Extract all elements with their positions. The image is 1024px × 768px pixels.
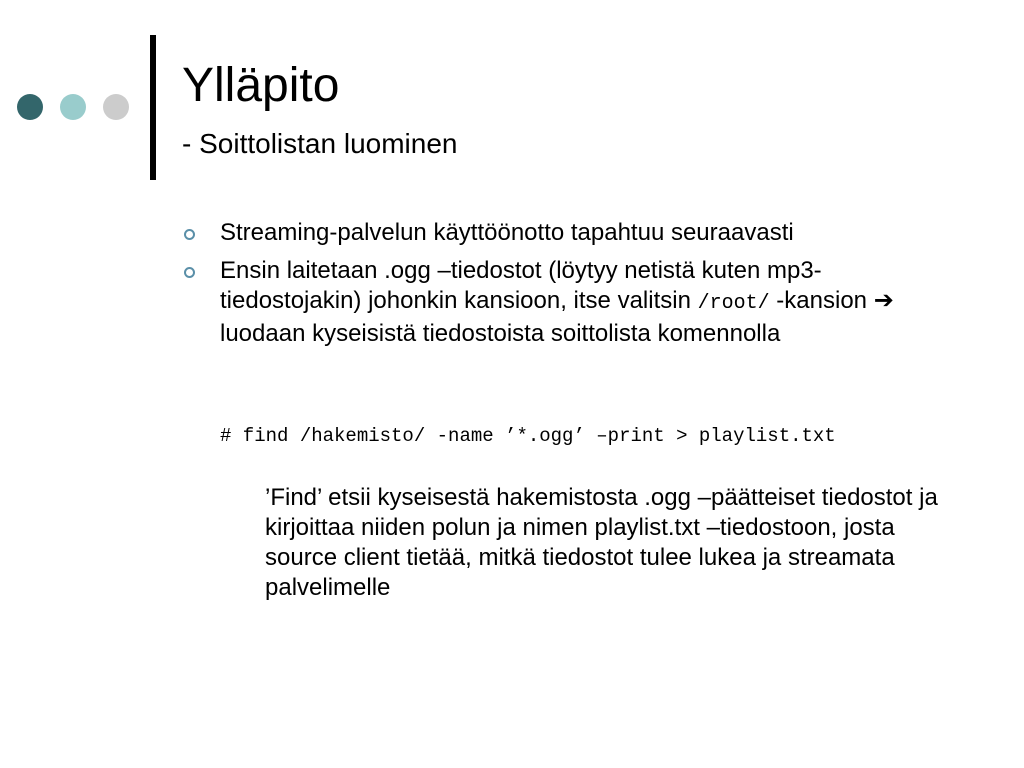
bullet-text-part: luodaan kyseisistä tiedostoista soittolista komennolla: [220, 320, 781, 347]
directory-path: /root/: [697, 292, 770, 315]
bullet-circle-icon: [184, 267, 195, 278]
bullet-circle-icon: [184, 229, 195, 240]
bullet-text-part: Ensin laitetaan .ogg –tiedostot (löytyy netistä kuten mp3-tiedostojakin) johonkin kansioon, itse valitsin: [220, 257, 822, 314]
title-vertical-rule: [150, 35, 156, 180]
decorative-dots: [0, 0, 140, 140]
bullet-list: [182, 218, 962, 357]
right-arrow-icon: ➔: [873, 287, 894, 314]
bullet-text: Streaming-palvelun käyttöönotto tapahtuu seuraavasti: [220, 219, 794, 246]
command-line: # find /hakemisto/ -name ’*.ogg’ –print > playlist.txt: [220, 425, 836, 447]
dot-dark-teal: [17, 94, 43, 120]
bullet-item: [182, 256, 962, 349]
bullet-text: [220, 256, 962, 349]
bullet-text-part: -kansion: [769, 287, 874, 314]
explanation-text: ’Find’ etsii kyseisestä hakemistosta .ogg –päätteiset tiedostot ja kirjoittaa niiden polun ja nimen playlist.txt –tiedostoon, josta source client tietää, mitkä tiedostot tulee lukea ja streamata palvelimelle: [265, 484, 938, 601]
bullet-item: [182, 218, 962, 248]
dot-gray: [103, 94, 129, 120]
slide-subtitle: - Soittolistan luominen: [182, 128, 458, 159]
dot-light-teal: [60, 94, 86, 120]
slide-title: Ylläpito: [182, 59, 340, 112]
